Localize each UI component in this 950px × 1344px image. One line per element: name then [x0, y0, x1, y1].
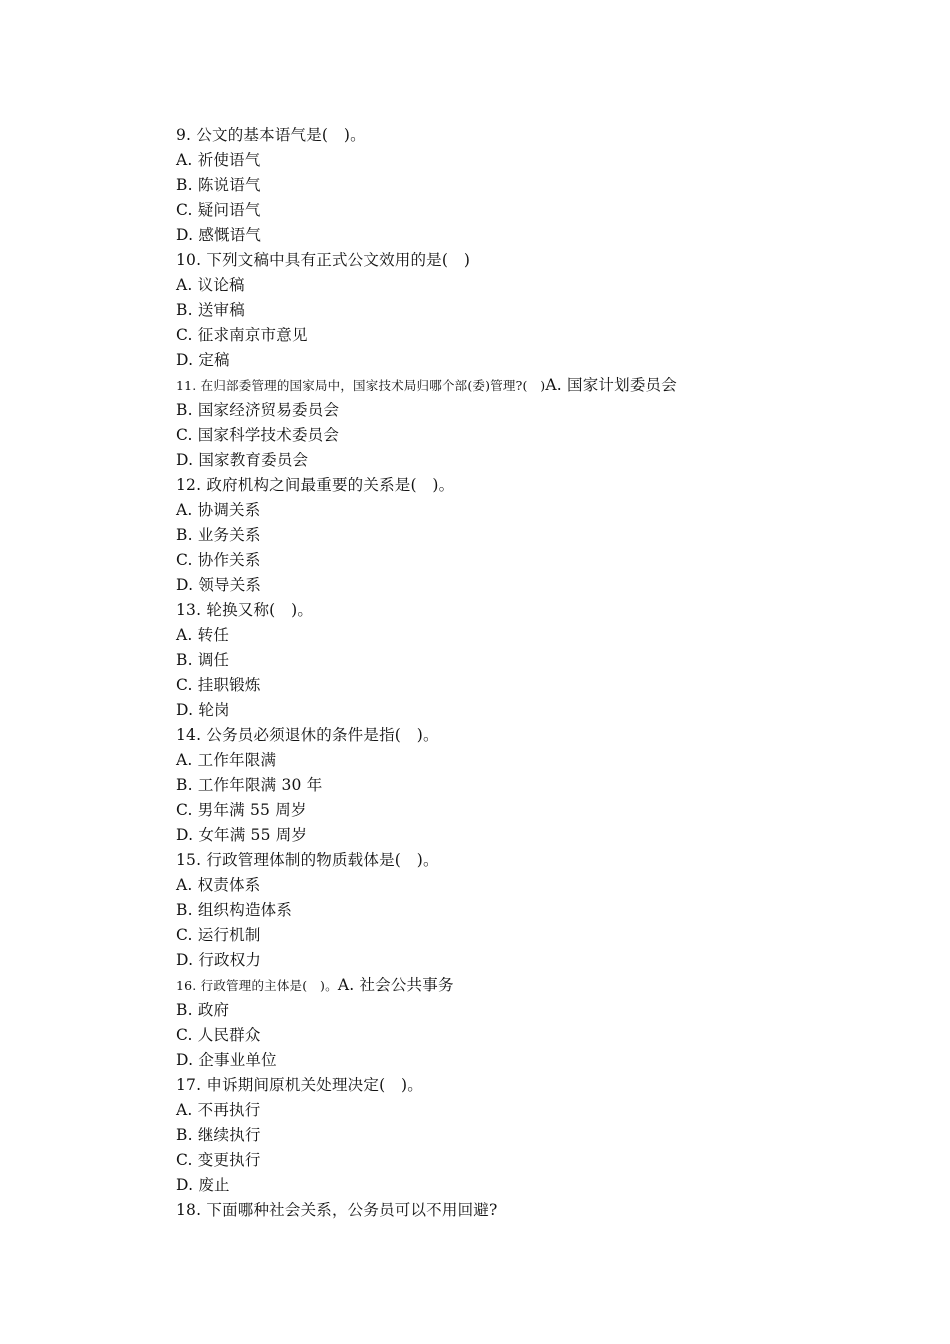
answer-option: D. 定稿 [176, 351, 230, 369]
question-line [176, 373, 876, 398]
answer-option: C. 疑问语气 [176, 201, 261, 219]
answer-option: B. 调任 [176, 651, 230, 669]
answer-option: B. 送审稿 [176, 301, 245, 319]
answer-option: D. 国家教育委员会 [176, 451, 309, 469]
answer-option: B. 政府 [176, 1001, 230, 1019]
question-line [176, 973, 876, 998]
answer-option: B. 陈说语气 [176, 176, 261, 194]
answer-option: A. 议论稿 [176, 276, 245, 294]
answer-option: D. 感慨语气 [176, 226, 262, 244]
question-stem: 12. 政府机构之间最重要的关系是( )。 [176, 476, 455, 494]
question-stem: 14. 公务员必须退休的条件是指( )。 [176, 726, 439, 744]
answer-option: C. 协作关系 [176, 551, 261, 569]
answer-option: B. 国家经济贸易委员会 [176, 401, 340, 419]
answer-option: A. 社会公共事务 [337, 976, 454, 994]
question-stem: 16. 行政管理的主体是( )。 [176, 978, 338, 993]
answer-option: D. 行政权力 [176, 951, 262, 969]
answer-option: C. 人民群众 [176, 1026, 261, 1044]
question-stem: 17. 申诉期间原机关处理决定( )。 [176, 1076, 423, 1094]
question-stem: 15. 行政管理体制的物质载体是( )。 [176, 851, 439, 869]
answer-option: C. 征求南京市意见 [176, 326, 308, 344]
answer-option: B. 继续执行 [176, 1126, 261, 1144]
answer-option: A. 祈使语气 [176, 151, 261, 169]
answer-option: A. 协调关系 [176, 501, 261, 519]
answer-option: A. 转任 [176, 626, 230, 644]
question-stem: 13. 轮换又称( )。 [176, 601, 314, 619]
answer-option: C. 国家科学技术委员会 [176, 426, 340, 444]
answer-option: C. 运行机制 [176, 926, 261, 944]
answer-option: A. 国家计划委员会 [545, 376, 677, 394]
question-stem: 9. 公文的基本语气是( )。 [176, 126, 366, 144]
answer-option: D. 企事业单位 [176, 1051, 277, 1069]
answer-option: D. 废止 [176, 1176, 230, 1194]
answer-option: C. 挂职锻炼 [176, 676, 261, 694]
answer-option: D. 轮岗 [176, 701, 230, 719]
answer-option: D. 领导关系 [176, 576, 262, 594]
question-stem: 11. 在归部委管理的国家局中，国家技术局归哪个部(委)管理?( ) [176, 378, 546, 393]
answer-option: A. 权责体系 [176, 876, 261, 894]
answer-option: C. 变更执行 [176, 1151, 261, 1169]
question-stem: 10. 下列文稿中具有正式公文效用的是( ) [176, 251, 471, 269]
question-stem: 18. 下面哪种社会关系，公务员可以不用回避? [176, 1201, 498, 1219]
answer-option: B. 组织构造体系 [176, 901, 293, 919]
document-page [176, 123, 876, 1223]
answer-option: D. 女年满 55 周岁 [176, 826, 308, 844]
answer-option: B. 工作年限满 30 年 [176, 776, 323, 794]
answer-option: C. 男年满 55 周岁 [176, 801, 307, 819]
answer-option: B. 业务关系 [176, 526, 261, 544]
answer-option: A. 不再执行 [176, 1101, 261, 1119]
answer-option: A. 工作年限满 [176, 751, 277, 769]
